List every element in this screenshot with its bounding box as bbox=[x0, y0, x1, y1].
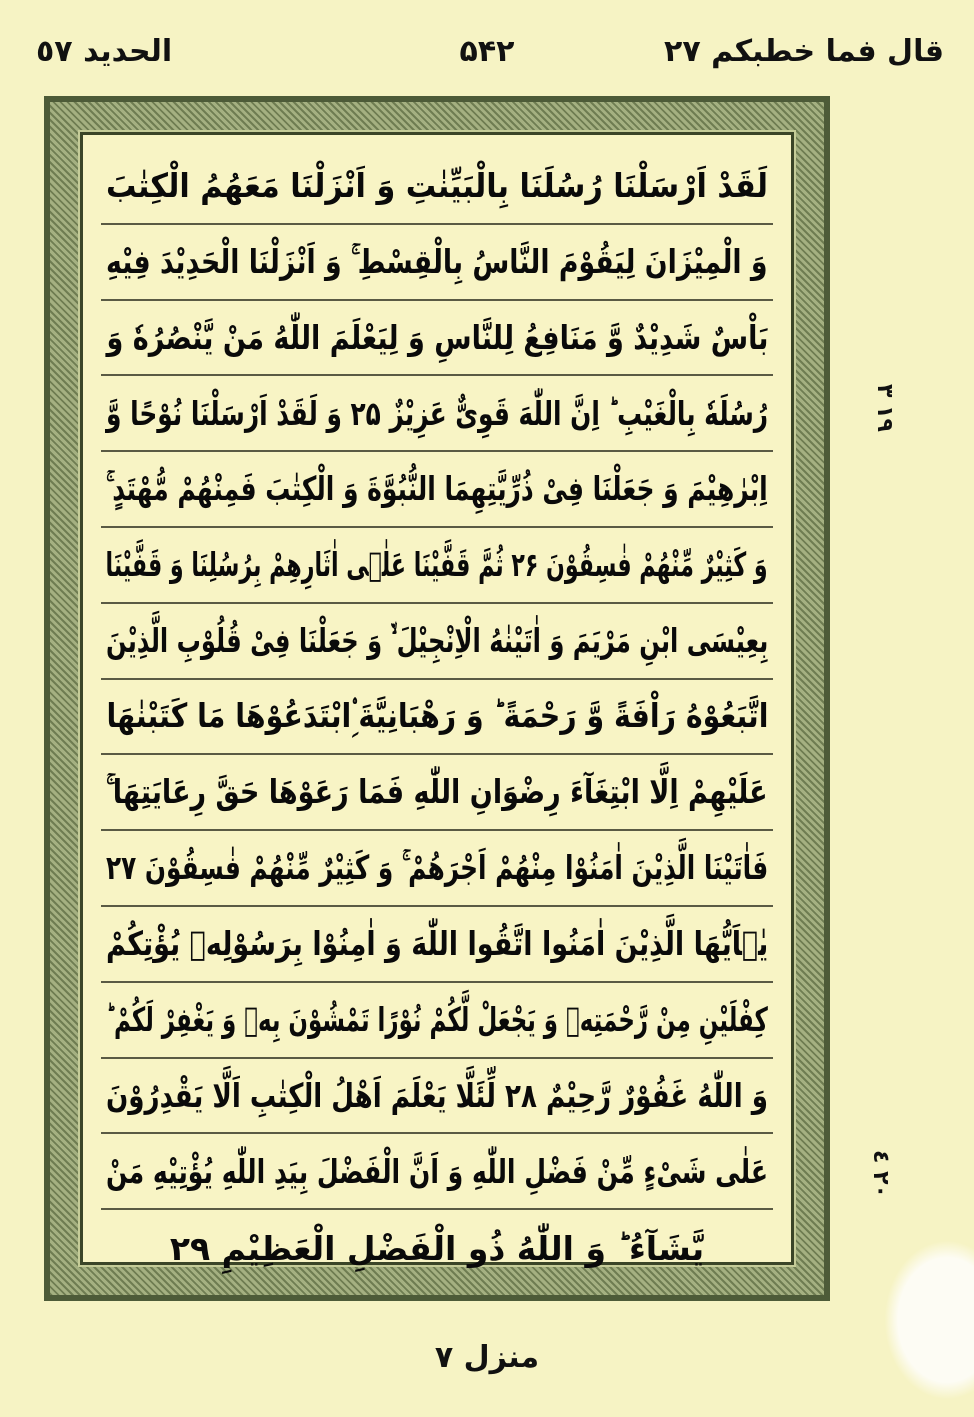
verse-line: یَّشَآءُ ؕ وَ اللّٰهُ ذُو الْفَضْلِ الْعَظِیْمِ ۲۹ bbox=[169, 1228, 705, 1268]
surah-title: الحديد ٥٧ bbox=[36, 34, 173, 69]
verse-line: عَلٰى شَیْءٍ مِّنْ فَضْلِ اللّٰهِ وَ اَنَّ الْفَضْلَ بِیَدِ اللّٰهِ یُؤْتِیْهِ مَنْ bbox=[101, 1134, 773, 1210]
verse-line: لَقَدْ اَرْسَلْنَا رُسُلَنَا بِالْبَیِّنٰتِ وَ اَنْزَلْنَا مَعَهُمُ الْكِتٰبَ bbox=[101, 149, 773, 225]
verse-line: اتَّبَعُوْهُ رَاْفَةً وَّ رَحْمَةً ؕ وَ رَهْبَانِیَّةَ ِ۟ابْتَدَعُوْهَا مَا كَتَبْنٰهَا bbox=[101, 680, 773, 756]
verse-lines bbox=[101, 149, 773, 1286]
verse-line: وَ الْمِیْزَانَ لِیَقُوْمَ النَّاسُ بِالْقِسْطِ ۚ وَ اَنْزَلْنَا الْحَدِیْدَ فِیْهِ bbox=[101, 225, 773, 301]
ruku-marker-upper: ١٩ ٣ bbox=[872, 384, 897, 432]
text-panel bbox=[80, 132, 794, 1268]
verse-line: وَ كَثِیْرٌ مِّنْهُمْ فٰسِقُوْنَ ۲۶ ثُمَّ قَفَّیْنَا عَلٰۤى اٰثَارِهِمْ بِرُسُلِنَا وَ قَفَّیْنَا bbox=[101, 528, 773, 604]
page-header bbox=[0, 0, 974, 100]
para-title: قال فما خطبكم ٢٧ bbox=[664, 34, 944, 69]
paper-stain bbox=[884, 1240, 974, 1400]
verse-line: بِعِیْسَى ابْنِ مَرْیَمَ وَ اٰتَیْنٰهُ الْاِنْجِیْلَ ۙ۬ وَ جَعَلْنَا فِیْ قُلُوْبِ الَّذِیْنَ bbox=[101, 604, 773, 680]
verse-line: فَاٰتَیْنَا الَّذِیْنَ اٰمَنُوْا مِنْهُمْ اَجْرَهُمْ ۚ وَ كَثِیْرٌ مِّنْهُمْ فٰسِقُوْنَ ۲۷ bbox=[101, 831, 773, 907]
manzil-footer: منزل ٧ bbox=[434, 1340, 540, 1375]
verse-line: بَاْسٌ شَدِیْدٌ وَّ مَنَافِعُ لِلنَّاسِ وَ لِیَعْلَمَ اللّٰهُ مَنْ یَّنْصُرُهٗ وَ bbox=[101, 301, 773, 377]
verse-line: عَلَیْهِمْ اِلَّا ابْتِغَآءَ رِضْوَانِ اللّٰهِ فَمَا رَعَوْهَا حَقَّ رِعَایَتِهَا ۚ bbox=[101, 755, 773, 831]
verse-line: اِبْرٰهِیْمَ وَ جَعَلْنَا فِیْ ذُرِّیَّتِهِمَا النُّبُوَّةَ وَ الْكِتٰبَ فَمِنْهُمْ مُّهْتَدٍ ۚ bbox=[101, 452, 773, 528]
verse-line: رُسُلَهٗ بِالْغَیْبِ ؕ اِنَّ اللّٰهَ قَوِیٌّ عَزِیْزٌ ۲۵ وَ لَقَدْ اَرْسَلْنَا نُوْحًا وَّ bbox=[101, 376, 773, 452]
ornamental-border bbox=[44, 96, 830, 1301]
ruku-marker-lower: ٢٠ ٤ bbox=[868, 1150, 893, 1198]
verse-line: كِفْلَیْنِ مِنْ رَّحْمَتِهٖ وَ یَجْعَلْ لَّكُمْ نُوْرًا تَمْشُوْنَ بِهٖ وَ یَغْفِرْ لَكُمْ ؕ bbox=[101, 983, 773, 1059]
verse-line: یٰۤاَیُّهَا الَّذِیْنَ اٰمَنُوا اتَّقُوا اللّٰهَ وَ اٰمِنُوْا بِرَسُوْلِهٖ یُؤْتِكُمْ bbox=[101, 907, 773, 983]
page-number: ۵۴۲ bbox=[459, 34, 515, 69]
verse-line: وَ اللّٰهُ غَفُوْرٌ رَّحِیْمٌ ۲۸ لِّئَلَّا یَعْلَمَ اَهْلُ الْكِتٰبِ اَلَّا یَقْدِرُوْنَ bbox=[101, 1059, 773, 1135]
